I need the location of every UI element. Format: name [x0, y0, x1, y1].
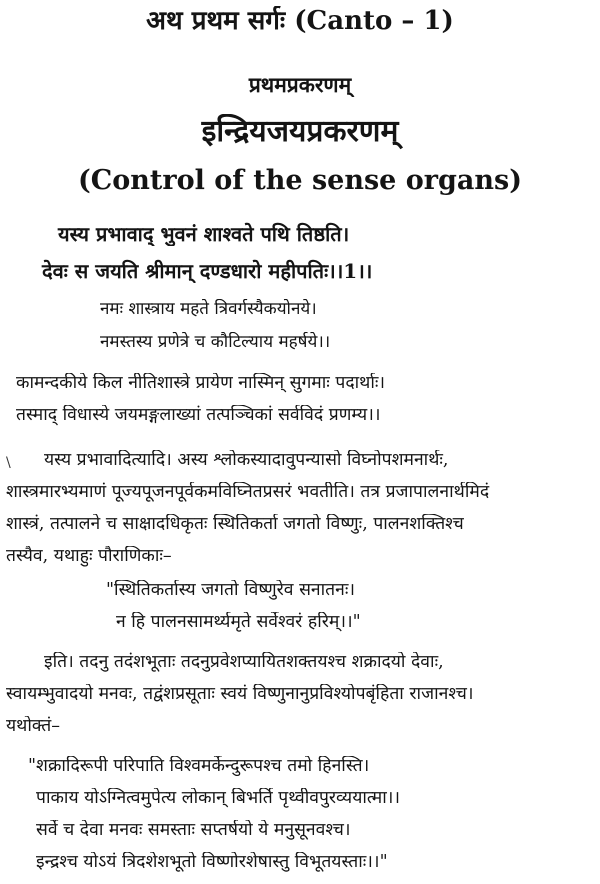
commentary-1-line-4: तस्यैव, यथाहुः पौराणिकाः–	[6, 546, 172, 566]
quote-2-line-2: पाकाय योऽग्नित्वमुपेत्य लोकान् बिभर्ति पृथ्वीवपुरव्ययात्मा।।	[36, 788, 401, 808]
quote-2-line-4: इन्द्रश्च योऽयं त्रिदशेशभूतो विष्णोरशेषास्तु विभूतयस्ताः।।"	[36, 852, 388, 872]
quote-1-line-1: "स्थितिकर्तास्य जगतो विष्णुरेव सनातनः।	[106, 580, 356, 600]
main-verse-line-1: यस्य प्रभावाद् भुवनं शाश्वते पथि तिष्ठति।	[58, 222, 350, 246]
english-subtitle: (Control of the sense organs)	[78, 165, 522, 196]
commentary-2-line-2: स्वायम्भुवादयो मनवः, तद्वंशप्रसूताः स्वयं विष्णुनानुप्रविश्योपबृंहिता राजानश्च।	[6, 684, 474, 704]
quote-2-line-3: सर्वे च देवा मनवः समस्ताः सप्तर्षयो ये मनुसूनवश्च।	[36, 820, 351, 840]
prakarana-name-heading: इन्द्रियजयप्रकरणम्	[201, 114, 399, 149]
commentary-1-line-3: शास्त्रं, तत्पालने च साक्षादधिकृतः स्थितिकर्ता जगतो विष्णुः, पालनशक्तिश्च	[6, 514, 464, 534]
invocation-line-2: नमस्तस्य प्रणेत्रे च कौटिल्याय महर्षये।।	[100, 332, 331, 352]
invocation-line-1: नमः शास्त्राय महते त्रिवर्गस्यैकयोनये।	[100, 299, 317, 319]
intro-line-2: तस्माद् विधास्ये जयमङ्गलाख्यां तत्पञ्चिकां सर्वविदं प्रणम्य।।	[16, 405, 381, 425]
main-verse-line-2: देवः स जयति श्रीमान् दण्डधारो महीपतिः।।1।।	[42, 259, 373, 283]
quote-2-line-1: "शक्रादिरूपी परिपाति विश्वमर्केन्दुरूपश्च तमो हिनस्ति।	[28, 756, 370, 776]
commentary-2-line-3: यथोक्तं–	[6, 716, 60, 736]
margin-mark: \	[6, 455, 11, 471]
quote-1-line-2: न हि पालनसामर्थ्यमृते सर्वेश्वरं हरिम्।।"	[116, 612, 361, 632]
prakarana-heading: प्रथमप्रकरणम्	[248, 72, 352, 97]
intro-line-1: कामन्दकीये किल नीतिशास्त्रे प्रायेण नास्मिन् सुगमाः पदार्थाः।	[16, 373, 386, 393]
commentary-2-line-1: इति। तदनु तदंशभूताः तदनुप्रवेशप्यायितशक्तयश्च शक्रादयो देवाः,	[44, 652, 444, 672]
canto-title: अथ प्रथम सर्गः (Canto – 1)	[146, 6, 454, 36]
commentary-1-line-1: यस्य प्रभावादित्यादि। अस्य श्लोकस्यादावुपन्यासो विघ्नोपशमनार्थः,	[44, 450, 449, 470]
commentary-1-line-2: शास्त्रमारभ्यमाणं पूज्यपूजनपूर्वकमविघ्नितप्रसरं भवतीति। तत्र प्रजापालनार्थमिदं	[6, 482, 490, 502]
